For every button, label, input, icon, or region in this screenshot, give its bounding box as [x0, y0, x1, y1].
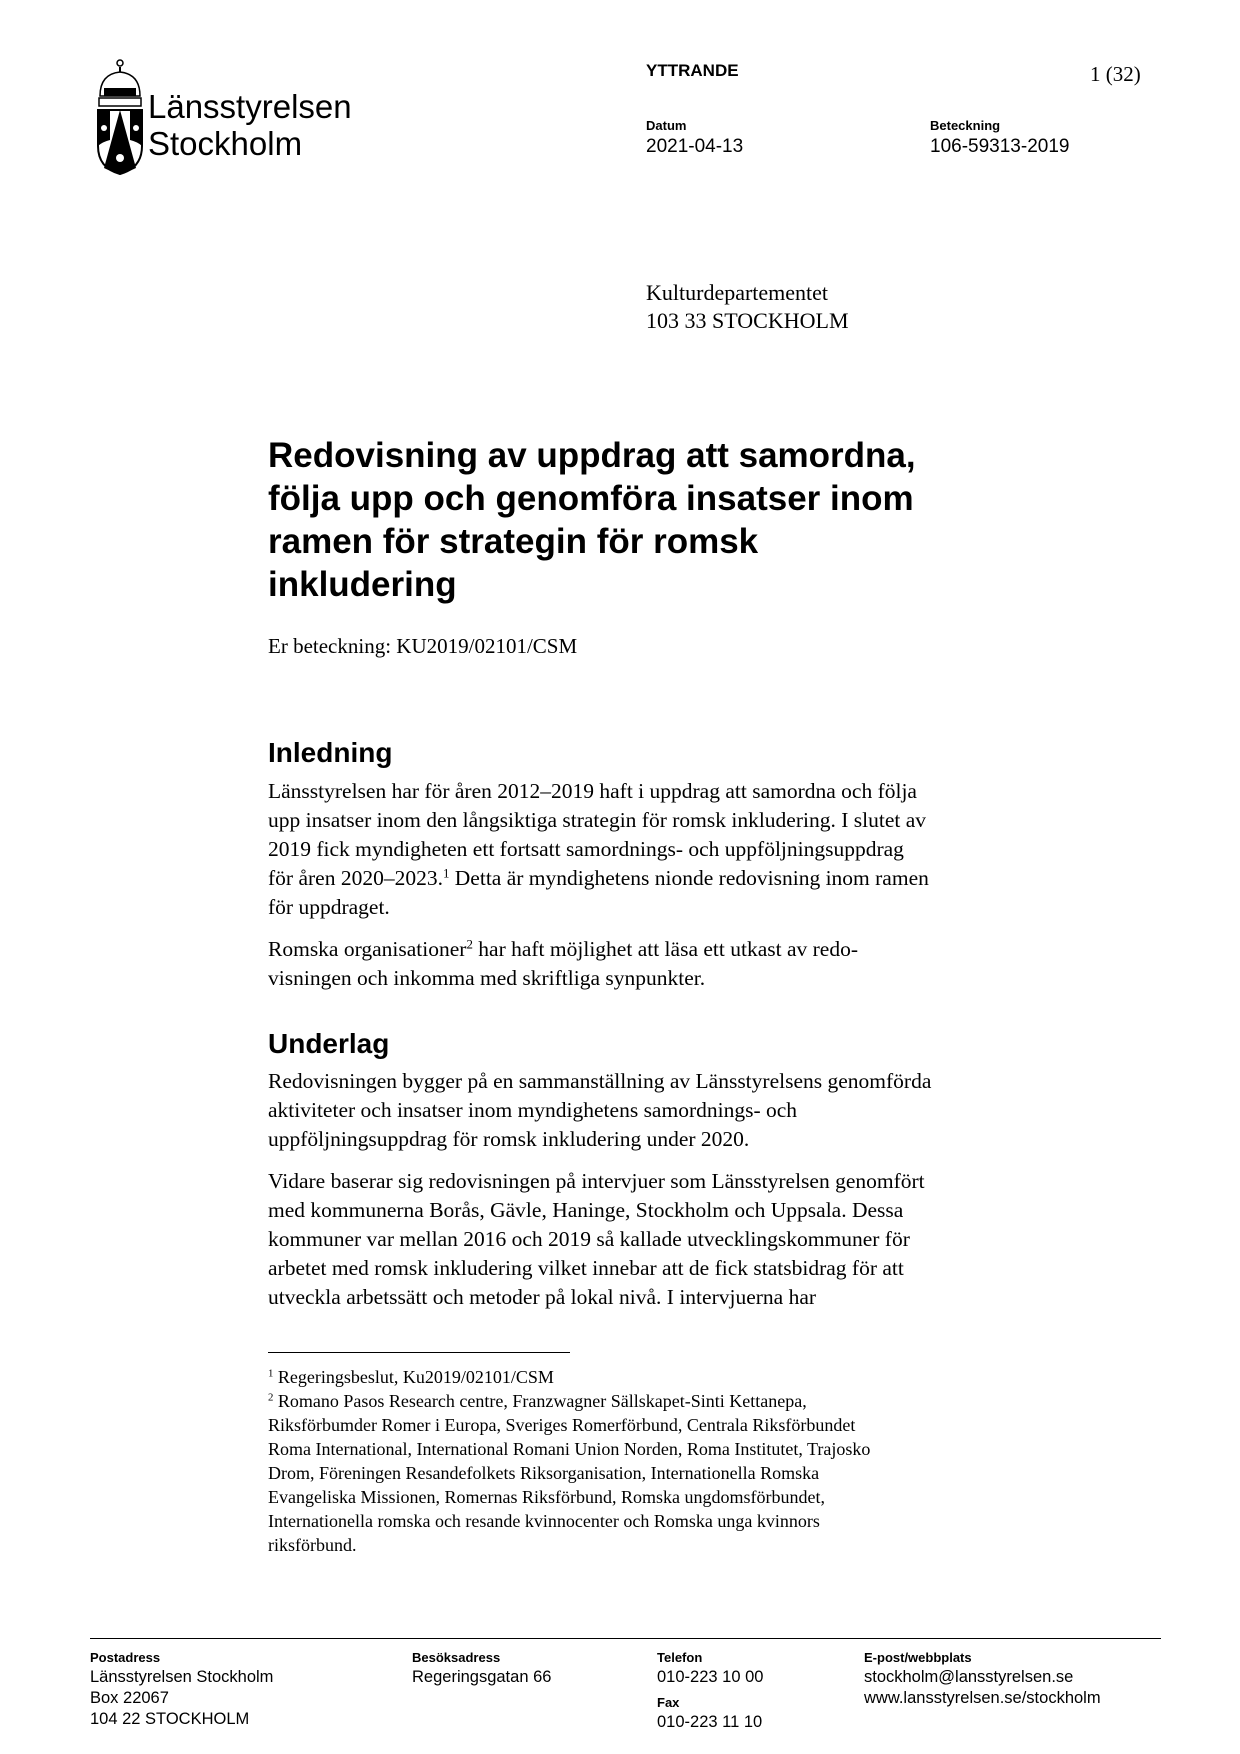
page-number: 1 (32) — [1090, 62, 1141, 86]
footer-separator — [90, 1638, 1161, 1639]
footnote-1 — [268, 1365, 870, 1389]
heading-underlag: Underlag — [268, 1028, 390, 1059]
text-segment: Romano Pasos Research centre, Franzwagner Sällskapet-Sinti Kettanepa, — [273, 1391, 807, 1411]
text-line: upp insatser inom den långsiktiga strategin för romsk inkludering. I slutet av — [268, 808, 927, 832]
coat-of-arms-logo — [96, 58, 144, 181]
text-line: utveckla arbetssätt och metoder på lokal nivå. I intervjuerna har — [268, 1285, 817, 1309]
phone-number[interactable]: 010-223 10 00 — [657, 1668, 764, 1686]
reference-label: Beteckning — [930, 118, 1001, 133]
logo-line-2: Stockholm — [148, 125, 303, 162]
reference-value: 106-59313-2019 — [930, 136, 1070, 157]
recipient-address — [646, 279, 849, 335]
heading-inledning: Inledning — [268, 737, 393, 768]
recipient-line: 103 33 STOCKHOLM — [646, 308, 849, 333]
recipient-line: Kulturdepartementet — [646, 280, 829, 305]
title-line: inkludering — [268, 565, 457, 604]
text-line: visningen och inkomma med skriftliga synpunkter. — [268, 966, 706, 990]
footnote-number: 1 — [268, 1367, 274, 1380]
text-line: riksförbund. — [268, 1535, 357, 1555]
paragraph — [268, 935, 858, 993]
footer-phone — [657, 1649, 763, 1733]
footnotes — [268, 1365, 870, 1557]
document-title — [268, 434, 916, 606]
date-label: Datum — [646, 118, 687, 133]
footer-web — [864, 1649, 1101, 1709]
website-link[interactable]: www.lansstyrelsen.se/stockholm — [864, 1689, 1101, 1707]
footnote-number: 2 — [268, 1391, 274, 1404]
footer-value: Länsstyrelsen Stockholm — [90, 1668, 274, 1686]
text-segment: Detta är myndighetens nionde redovisning inom ramen — [449, 866, 929, 890]
title-line: följa upp och genomföra insatser inom — [268, 479, 914, 518]
text-line: Evangeliska Missionen, Romernas Riksförbund, Romska ungdomsförbundet, — [268, 1487, 825, 1507]
footnote-separator — [268, 1352, 570, 1353]
footer-label: Fax — [657, 1695, 680, 1710]
text-line: uppföljningsuppdrag för romsk inkludering under 2020. — [268, 1127, 750, 1151]
text-line: arbetet med romsk inkludering vilket innebar att de fick statsbidrag för att — [268, 1256, 904, 1280]
paragraph — [268, 1167, 925, 1312]
footnote-2 — [268, 1389, 870, 1413]
text-line: Riksförbumder Romer i Europa, Sveriges Romerförbund, Centrala Riksförbundet — [268, 1415, 856, 1435]
footer-label: Besöksadress — [412, 1650, 501, 1665]
paragraph — [268, 1067, 931, 1154]
title-line: Redovisning av uppdrag att samordna, — [268, 436, 916, 475]
text-segment: för åren 2020–2023. — [268, 866, 443, 890]
text-line — [268, 864, 929, 893]
footer-postal-address — [90, 1649, 273, 1730]
title-line: ramen för strategin för romsk — [268, 522, 759, 561]
text-line — [268, 935, 858, 964]
text-segment: Romska organisationer — [268, 937, 467, 961]
date-block — [646, 118, 743, 158]
footer-value: 104 22 STOCKHOLM — [90, 1710, 250, 1728]
logo-line-1: Länsstyrelsen — [148, 88, 352, 125]
text-segment: Regeringsbeslut, Ku2019/02101/CSM — [273, 1367, 554, 1387]
text-line: aktiviteter och insatser inom myndighetens samordnings- och — [268, 1098, 798, 1122]
text-line: Redovisningen bygger på en sammanställning av Länsstyrelsens genomförda — [268, 1069, 932, 1093]
footer-label: Telefon — [657, 1650, 703, 1665]
logo-wordmark — [148, 88, 352, 162]
footnote-ref-1[interactable]: 1 — [442, 866, 450, 881]
your-reference: Er beteckning: KU2019/02101/CSM — [268, 634, 578, 658]
footer-value: Regeringsgatan 66 — [412, 1668, 552, 1686]
document-type: YTTRANDE — [646, 61, 739, 80]
text-segment: har haft möjlighet att läsa ett utkast av redo- — [472, 937, 858, 961]
fax-number: 010-223 11 10 — [657, 1713, 763, 1731]
text-line: Roma International, International Romani Union Norden, Roma Institutet, Trajosko — [268, 1439, 871, 1459]
footnote-ref-2[interactable]: 2 — [466, 937, 473, 952]
text-line: Vidare baserar sig redovisningen på intervjuer som Länsstyrelsen genomfört — [268, 1169, 925, 1193]
text-line: Länsstyrelsen har för åren 2012–2019 haft i uppdrag att samordna och följa — [268, 779, 917, 803]
footer-label: E-post/webbplats — [864, 1650, 972, 1665]
text-line: Drom, Föreningen Resandefolkets Riksorganisation, Internationella Romska — [268, 1463, 820, 1483]
text-line: Internationella romska och resande kvinnocenter och Romska unga kvinnors — [268, 1511, 820, 1531]
footer-value: Box 22067 — [90, 1689, 169, 1707]
paragraph — [268, 777, 929, 922]
text-line: 2019 fick myndigheten ett fortsatt samordnings- och uppföljningsuppdrag — [268, 837, 904, 861]
footer-label: Postadress — [90, 1650, 161, 1665]
reference-block — [930, 118, 1069, 158]
footer-visit-address — [412, 1649, 551, 1688]
text-line: kommuner var mellan 2016 och 2019 så kallade utvecklingskommuner för — [268, 1227, 910, 1251]
text-line: med kommunerna Borås, Gävle, Haninge, Stockholm och Uppsala. Dessa — [268, 1198, 904, 1222]
text-line: för uppdraget. — [268, 895, 390, 919]
email-link[interactable]: stockholm@lansstyrelsen.se — [864, 1668, 1074, 1686]
date-value: 2021-04-13 — [646, 136, 744, 157]
